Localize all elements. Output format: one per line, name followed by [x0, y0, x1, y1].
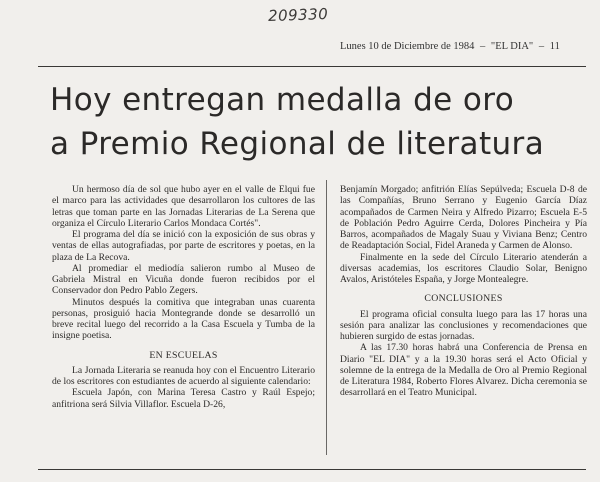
- column-divider: [326, 180, 327, 455]
- subheading-en-escuelas: EN ESCUELAS: [149, 349, 218, 361]
- header-newspaper: "EL DIA": [490, 41, 534, 52]
- headline-line-2: a Premio Regional de literatura: [50, 126, 545, 162]
- header-page-number: 11: [549, 41, 560, 52]
- paragraph: El programa oficial consulta luego para las 17 horas una sesión para analizar las conclusiones y recomendaciones que hubieren surgido de estas jornadas.: [340, 308, 587, 342]
- bottom-rule: [38, 469, 586, 470]
- header-dash: –: [538, 41, 545, 52]
- paragraph: Benjamín Morgado; anfitrión Elías Sepúlveda; Escuela D-8 de las Compañías, Bruno Serrano y Eugenio García Díaz acompañados de Carmen Neira y Alfredo Pizarro; Escuela E-5 de Población Pedro Aguirre Cerda, Dolores Pincheira y Pía Barros, acompañados de Magaly Suau y Viviana Benz; Centro de Readaptación Social, Fidel Araneda y Carmen de Alonso.: [340, 184, 587, 252]
- subheading-conclusiones: CONCLUSIONES: [424, 293, 503, 305]
- page-header: [340, 41, 563, 52]
- paragraph: A las 17.30 horas habrá una Conferencia de Prensa en Diario "EL DIA" y a la 19.30 horas será el Acto Oficial y solemne de la entrega de la Medalla de Oro al Premio Regional de Literatura 1984, Roberto Flores Alvarez. Dicha ceremonia se desarrollará en el Teatro Municipal.: [340, 342, 587, 399]
- paragraph: El programa del día se inició con la exposición de sus obras y ventas de ellas autografiadas, por parte de escritores y poetas, en la plaza de La Recova.: [52, 229, 315, 263]
- article-column-left: [52, 184, 315, 410]
- paragraph: Escuela Japón, con Marina Teresa Castro y Raúl Espejo; anfitriona será Silvia Villaflor. Escuela D-26,: [52, 387, 315, 410]
- paragraph: Al promediar el mediodía salieron rumbo al Museo de Gabriela Mistral en Vicuña donde fueron recibidos por el Conservador don Pedro Pablo Zegers.: [52, 262, 315, 297]
- header-date: Lunes 10 de Diciembre de 1984: [340, 41, 475, 52]
- article-column-right: [340, 184, 587, 399]
- archive-number: 209330: [267, 4, 329, 26]
- paragraph: Un hermoso día de sol que hubo ayer en el valle de Elqui fue el marco para las actividades que desarrollaron los cultores de las letras que toman parte en las Jornadas Literarias de La Serena que organiza el Círculo Literario Carlos Mondaca Cortés".: [52, 184, 315, 229]
- header-dash: –: [480, 41, 486, 52]
- paragraph: La Jornada Literaria se reanuda hoy con el Encuentro Literario de los escritores con estudiantes de acuerdo al siguiente calendario:: [52, 364, 315, 387]
- paragraph: Minutos después la comitiva que integraban unas cuarenta personas, prosiguió hacia Montegrande donde se desarrolló un breve recital luego del recorrido a la Casa Escuela y Tumba de la insigne poetisa.: [52, 296, 315, 342]
- top-rule: [38, 66, 586, 67]
- headline-line-1: Hoy entregan medalla de oro: [50, 82, 515, 118]
- paragraph: Finalmente en la sede del Círculo Literario atenderán a diversas academias, los escritores Claudio Solar, Benigno Avalos, Aristóteles España, y Jorge Montealegre.: [340, 251, 587, 285]
